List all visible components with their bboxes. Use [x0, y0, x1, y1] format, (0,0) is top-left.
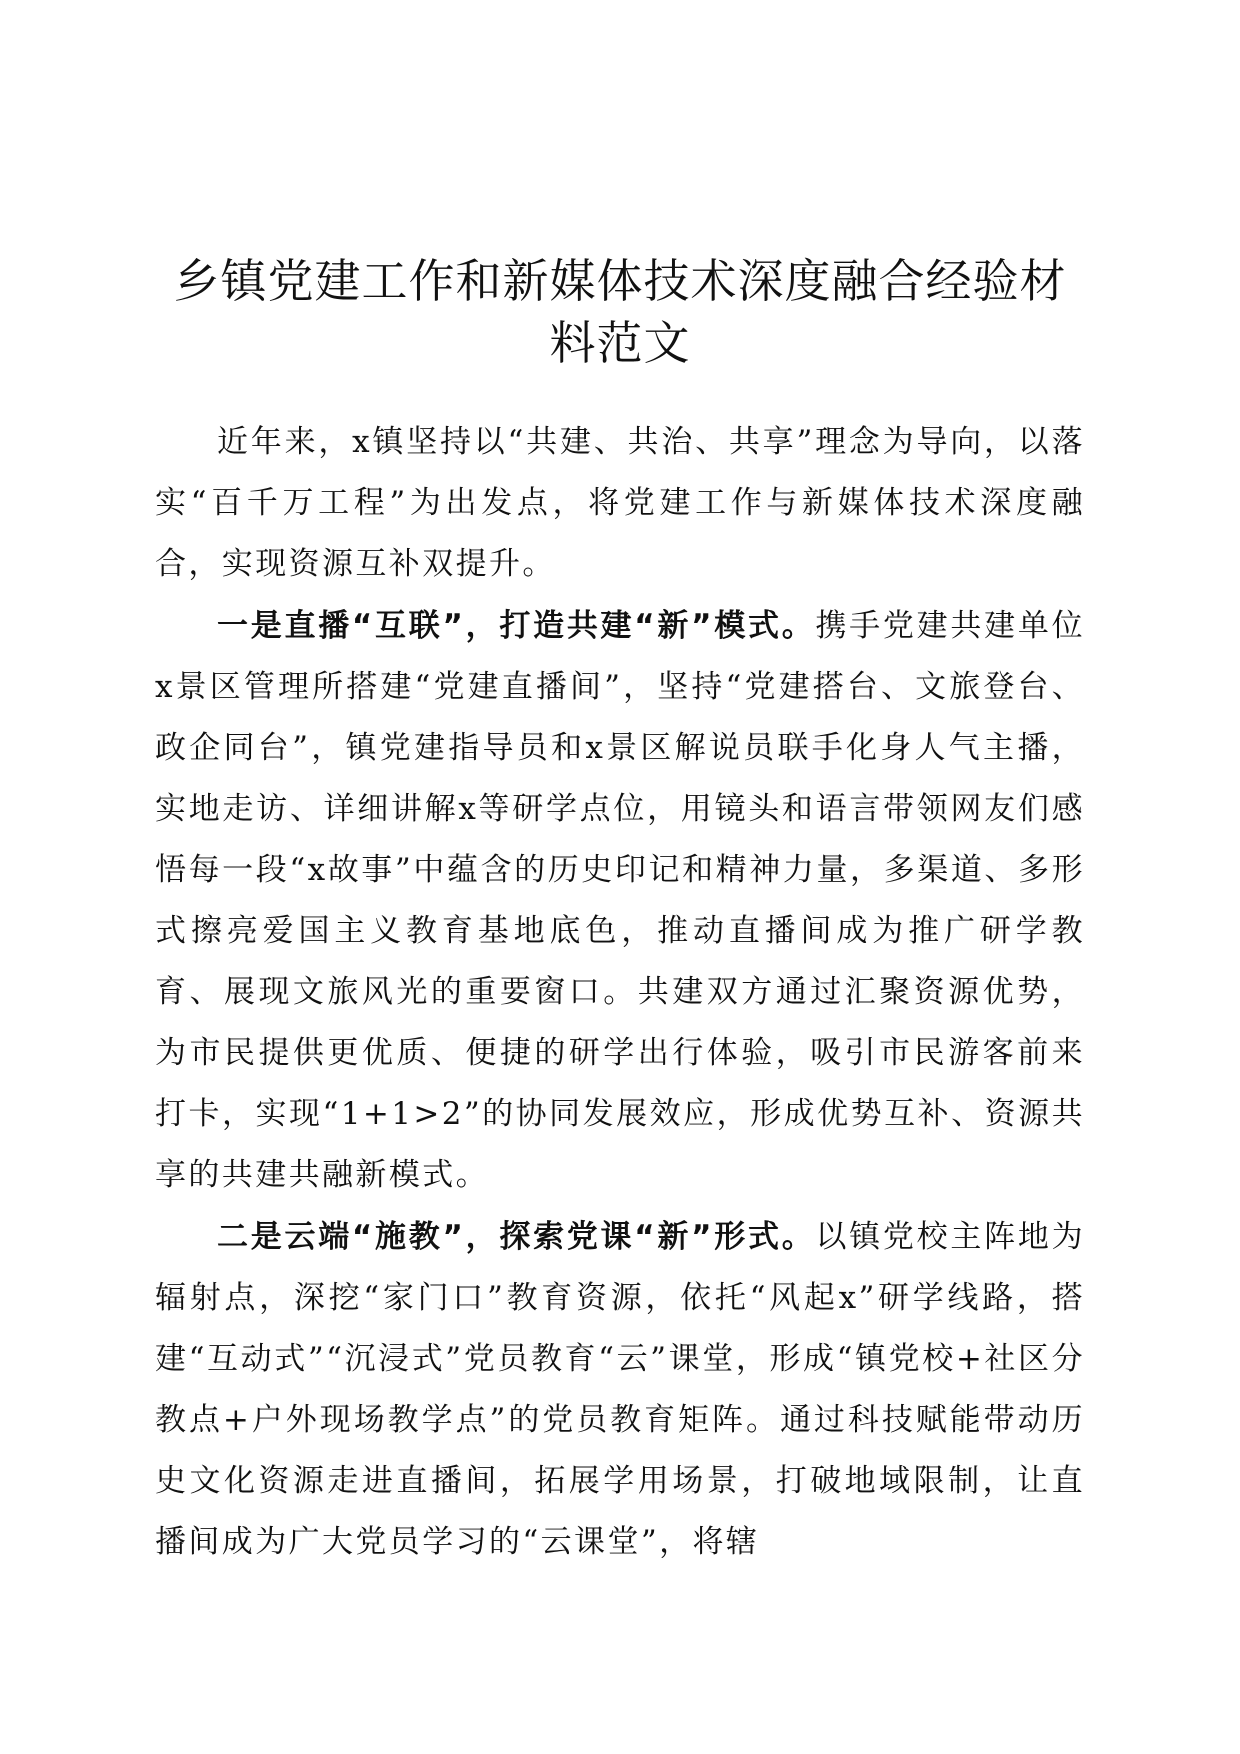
section-paragraph-1 [155, 596, 1085, 1206]
section-paragraph-2 [155, 1207, 1085, 1573]
section-lead-2: 二是云端“施教”，探索党课“新”形式。 [217, 1219, 816, 1255]
document-title: 乡镇党建工作和新媒体技术深度融合经验材料范文 [173, 254, 1067, 370]
section-lead-1: 一是直播“互联”，打造共建“新”模式。 [217, 608, 816, 644]
section-text-1: 携手党建共建单位x景区管理所搭建“党建直播间”，坚持“党建搭台、文旅登台、政企同台”，镇党建指导员和x景区解说员联手化身人气主播，实地走访、详细讲解x等研学点位，用镜头和语言带领网友们感悟每一段“x故事”中蕴含的历史印记和精神力量，多渠道、多形式擦亮爱国主义教育基地底色，推动直播间成为推广研学教育、展现文旅风光的重要窗口。共建双方通过汇聚资源优势，为市民提供更优质、便捷的研学出行体验，吸引市民游客前来打卡，实现“1+1>2”的协同发展效应，形成优势互补、资源共享的共建共融新模式。 [155, 608, 1085, 1193]
intro-paragraph: 近年来，x镇坚持以“共建、共治、共享”理念为导向，以落实“百千万工程”为出发点，将党建工作与新媒体技术深度融合，实现资源互补双提升。 [155, 424, 1085, 582]
section-text-2: 以镇党校主阵地为辐射点，深挖“家门口”教育资源，依托“风起x”研学线路，搭建“互动式”“沉浸式”党员教育“云”课堂，形成“镇党校+社区分教点+户外现场教学点”的党员教育矩阵。通过科技赋能带动历史文化资源走进直播间，拓展学用场景，打破地域限制，让直播间成为广大党员学习的“云课堂”，将辖 [155, 1219, 1085, 1560]
document-body [155, 412, 1085, 1574]
